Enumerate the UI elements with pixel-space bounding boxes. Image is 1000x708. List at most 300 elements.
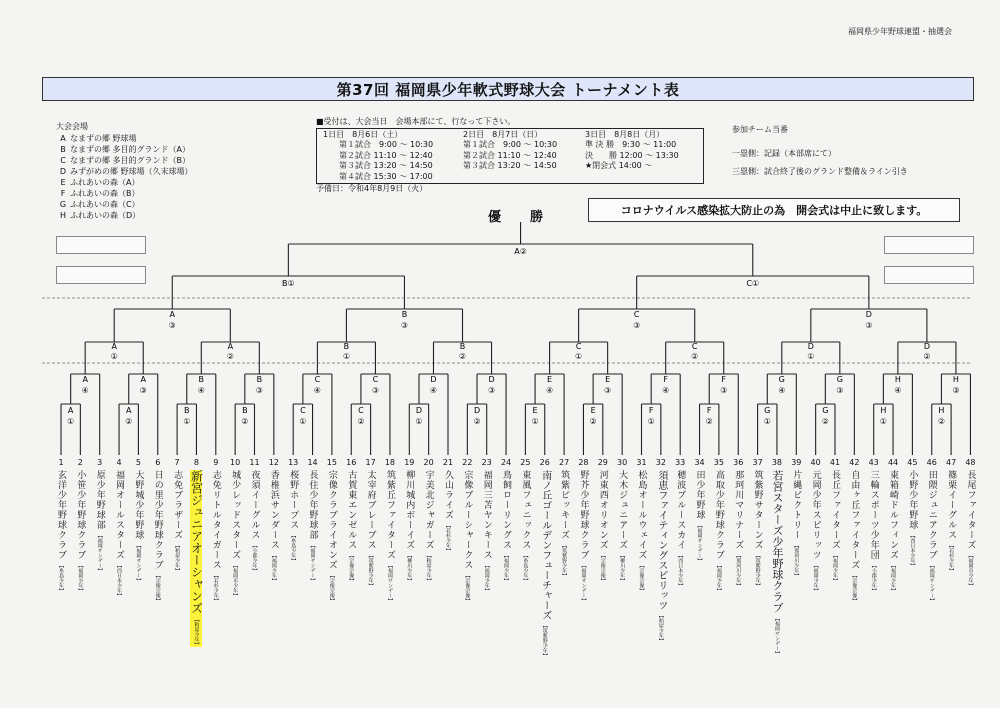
team-area: 【福岡サンデー】 — [580, 563, 587, 603]
venue-code: E — [60, 178, 66, 187]
venue-code: G — [59, 200, 67, 209]
team-name-text: 東風フェニックス — [520, 470, 531, 550]
team-name-text: 福岡三苫ヤンキース — [481, 470, 492, 560]
team-number: 28 — [578, 458, 589, 467]
team-number: 2 — [77, 458, 83, 467]
venue-name: なまずの郷 多目的グランド（A） — [70, 145, 191, 154]
match-number: ③ — [720, 386, 728, 395]
team-number: 12 — [268, 458, 279, 467]
team-area: 【福岡少年】 — [832, 553, 838, 583]
venue-name: ふれあいの森（C） — [70, 200, 140, 209]
match-number: ② — [241, 417, 249, 426]
team-name — [558, 470, 570, 578]
team-name-text: 若宮スターズ少年野球クラブ — [770, 470, 784, 613]
team-name — [945, 470, 957, 573]
schedule-day2: 2日目 8月7日（日） 第１試合 9:00 〜 10:30 第２試合 11:10 〜 12:40 第３試合 13:20 〜 14:50 — [463, 129, 558, 170]
notice-banner: コロナウイルス感染拡大防止の為 開会式は中止に致します。 — [588, 198, 960, 222]
match-venue: G — [822, 406, 829, 415]
match-number: ③ — [487, 386, 496, 395]
match-venue: G — [764, 406, 771, 415]
match-number: ② — [125, 417, 133, 426]
team-name-text: 東箱崎ドルフィンズ — [888, 470, 899, 560]
match-venue: D — [807, 342, 814, 351]
team-number: 21 — [442, 458, 454, 467]
match-label: C① — [746, 279, 760, 288]
team-area: 【福岡サンデー】 — [928, 563, 935, 603]
match-venue: D — [923, 342, 930, 351]
match-number: ② — [923, 352, 931, 361]
team-area: 【糸島少年】 — [58, 563, 64, 593]
team-area: 【福岡少年】 — [715, 563, 722, 593]
team-name — [403, 470, 415, 583]
team-name — [500, 470, 512, 583]
team-area: 【筑紫野少年】 — [754, 553, 761, 588]
match-venue: F — [648, 406, 654, 415]
match-venue: A — [67, 406, 74, 415]
team-number: 8 — [193, 458, 199, 467]
team-area: 【宗像宗像】 — [328, 573, 335, 603]
team-name-text: 原少年野球部 — [94, 470, 105, 530]
team-area: 【宗像宗像】 — [638, 563, 645, 593]
match-number: ② — [357, 417, 365, 426]
team-number: 47 — [946, 458, 957, 467]
team-name-text: 河東西オリオンズ — [597, 470, 608, 550]
team-name — [229, 470, 241, 598]
match-venue: A — [82, 375, 88, 384]
team-name — [519, 470, 531, 583]
match-number: ④ — [429, 386, 438, 395]
team-area: 【小郡少年】 — [870, 563, 877, 593]
match-venue: A — [125, 406, 132, 415]
match-venue: H — [894, 375, 901, 384]
team-number: 41 — [829, 458, 841, 467]
team-number: 32 — [655, 458, 666, 467]
team-name — [713, 470, 725, 593]
match-venue: B — [401, 310, 408, 319]
team-area: 【糸島少年】 — [522, 553, 529, 583]
match-venue: D — [865, 310, 872, 319]
team-name — [481, 470, 493, 593]
match-number: ④ — [662, 386, 670, 395]
match-number: ① — [763, 417, 771, 426]
team-area: 【若杉少年】 — [212, 573, 219, 603]
team-number: 5 — [135, 458, 141, 467]
team-number: 17 — [365, 458, 376, 467]
match-venue: G — [836, 375, 843, 384]
team-area: 【福岡市少年】 — [232, 563, 239, 598]
match-number: ① — [299, 417, 307, 426]
team-name — [55, 470, 67, 593]
match-number: ③ — [952, 386, 960, 395]
team-number: 4 — [116, 458, 122, 467]
match-number: ④ — [313, 386, 321, 395]
team-name — [384, 470, 396, 603]
team-number: 39 — [791, 458, 802, 467]
team-area: 【那珂川少年】 — [793, 543, 800, 578]
match-number: ③ — [836, 386, 844, 395]
match-venue: A — [227, 342, 234, 351]
team-name-text: 太宰府ブレーブス — [365, 470, 376, 550]
team-number: 36 — [733, 458, 744, 467]
match-label: B① — [282, 279, 295, 288]
match-number: ② — [691, 352, 699, 361]
team-name-text: 田少年野球 — [694, 470, 705, 520]
team-number: 44 — [887, 458, 899, 467]
match-number: ③ — [255, 386, 263, 395]
team-number: 31 — [636, 458, 647, 467]
venue-code: F — [60, 189, 66, 198]
team-number: 13 — [288, 458, 299, 467]
venue-code: A — [60, 134, 66, 143]
match-venue: C — [633, 310, 640, 319]
team-name-text: 長住少年野球部 — [307, 470, 318, 540]
team-number: 30 — [617, 458, 628, 467]
team-name-text: 田隈ジュニアクラブ — [926, 470, 937, 560]
match-number: ④ — [778, 386, 786, 395]
team-name-text: 野芥少年野球クラブ — [578, 470, 589, 560]
page-title: 第37回 福岡県少年軟式野球大会 トーナメント表 — [42, 77, 974, 101]
team-name-text: 古賀東エンゼルス — [346, 470, 357, 550]
match-venue: B — [343, 342, 350, 351]
team-name-text: 福岡オールスターズ — [114, 470, 125, 560]
match-number: ④ — [81, 386, 89, 395]
team-number: 26 — [539, 458, 550, 467]
match-number: ② — [821, 417, 829, 426]
team-number: 7 — [174, 458, 180, 467]
team-name — [655, 470, 667, 643]
team-name — [152, 470, 164, 603]
team-name-text: 小野少年野球 — [907, 470, 918, 530]
team-area: 【宗像宗像】 — [851, 573, 858, 603]
team-number: 33 — [675, 458, 686, 467]
team-name — [190, 470, 202, 647]
match-number: ③ — [371, 386, 380, 395]
match-venue: H — [952, 375, 959, 384]
team-area: 【粕屋少年】 — [425, 553, 432, 583]
match-venue: A — [169, 310, 176, 319]
team-area: 【西日本少年】 — [116, 563, 123, 598]
team-name — [210, 470, 222, 603]
team-name-text: 志免リトルタイガース — [210, 470, 221, 570]
team-name — [249, 470, 261, 573]
team-name — [132, 470, 144, 583]
team-name-text: 大木ジュニアーズ — [617, 470, 628, 550]
venue-name: なまずの郷 野球場 — [70, 134, 137, 143]
team-name-text: 桜野ホープス — [288, 470, 299, 530]
match-number: ① — [67, 417, 75, 426]
match-number: ① — [647, 417, 655, 426]
team-area: 【那珂川少年】 — [735, 553, 742, 588]
team-area: 【宗像宗像】 — [464, 573, 471, 603]
team-name — [829, 470, 841, 583]
team-name-text: 南ノ丘ゴールデンフューチャーズ — [539, 470, 551, 620]
team-area: 【福岡少年】 — [503, 553, 510, 583]
match-venue: F — [721, 375, 727, 384]
match-number: ② — [473, 417, 481, 426]
team-name — [771, 470, 783, 656]
team-number: 22 — [462, 458, 473, 467]
team-name-text: 香椎浜サンダース — [268, 470, 279, 550]
team-area: 【西日本少年】 — [677, 553, 684, 588]
match-number: ① — [531, 417, 539, 426]
team-number: 14 — [307, 458, 318, 467]
venue-name: ふれあいの森（A） — [70, 178, 140, 187]
schedule-day3: 3日目 8月8日（月） 準 決 勝 9:30 〜 11:00 決 勝 12:00 〜 13:30 ★閉会式 14:00 〜 — [585, 129, 679, 170]
match-number: ① — [342, 352, 350, 361]
match-venue: H — [880, 406, 887, 415]
team-name — [423, 470, 435, 583]
match-venue: C — [314, 375, 321, 384]
team-name-text: 片縄ビクトリー — [791, 470, 802, 540]
team-name — [287, 470, 299, 563]
team-name-text: 元岡少年スピリッツ — [810, 470, 821, 560]
team-name-text: 穂波ブルースカイ — [675, 470, 686, 550]
team-number: 27 — [559, 458, 570, 467]
team-area: 【福岡サンデー】 — [773, 616, 780, 656]
team-area: 【小郡少年】 — [251, 543, 258, 573]
team-name-text: 筑紫野サターンズ — [752, 470, 763, 550]
team-number: 48 — [965, 458, 976, 467]
team-number: 15 — [326, 458, 337, 467]
team-number: 24 — [500, 458, 512, 467]
match-number: ② — [458, 352, 467, 361]
team-area: 【粕屋少年】 — [174, 543, 181, 573]
team-name — [326, 470, 338, 603]
team-name — [171, 470, 183, 573]
match-venue: B — [242, 406, 248, 415]
team-number: 35 — [713, 458, 724, 467]
match-number: ① — [575, 352, 583, 361]
team-area: 【福岡少年】 — [77, 563, 84, 593]
match-venue: E — [532, 406, 538, 415]
venue-heading: 大会会場 — [56, 122, 88, 131]
team-number: 46 — [926, 458, 937, 467]
team-name-text: 宇美北ジャガーズ — [423, 470, 434, 550]
duty-first-base: 一塁側：記録（本部席にて） — [732, 149, 836, 158]
team-number: 29 — [597, 458, 608, 467]
team-name — [810, 470, 822, 593]
match-number: ② — [589, 417, 597, 426]
team-name — [577, 470, 589, 603]
match-venue: E — [605, 375, 611, 384]
duty-heading: 参加チーム当番 — [732, 125, 788, 134]
team-area: 【宗像宗像】 — [154, 573, 161, 603]
team-area: 【筑紫野少年】 — [541, 623, 548, 658]
match-venue: B — [184, 406, 190, 415]
match-number: ② — [226, 352, 234, 361]
team-number: 23 — [481, 458, 492, 467]
team-name — [616, 470, 628, 583]
team-number: 43 — [868, 458, 879, 467]
team-number: 40 — [810, 458, 821, 467]
team-area: 【福岡サンデー】 — [309, 543, 316, 583]
match-number: ④ — [894, 386, 902, 395]
team-number: 9 — [213, 458, 219, 467]
match-venue: C — [358, 406, 364, 415]
venue-name: ふれあいの森（B） — [70, 189, 140, 198]
team-area: 【福岡少年】 — [270, 553, 277, 583]
match-venue: B — [198, 375, 205, 384]
schedule-reserve: 予備日：令和4年8月9日（火） — [316, 184, 428, 193]
final-match-label: A② — [514, 247, 527, 256]
team-name-text: 日の里少年野球クラブ — [152, 470, 163, 570]
team-area: 【宗像宗像】 — [348, 553, 355, 583]
match-venue: C — [575, 342, 582, 351]
match-venue: E — [547, 375, 553, 384]
team-area: 【西日本少年】 — [909, 533, 916, 568]
team-area: 【福岡少年】 — [890, 563, 897, 593]
match-number: ① — [183, 417, 191, 426]
match-venue: B — [459, 342, 466, 351]
team-name — [268, 470, 280, 583]
team-number: 42 — [849, 458, 860, 467]
match-venue: D — [473, 406, 481, 415]
match-venue: C — [372, 375, 379, 384]
match-number: ③ — [633, 321, 641, 330]
team-area: 【福岡サンデー】 — [135, 543, 142, 583]
match-number: ① — [879, 417, 887, 426]
team-area: 【筑紫野少年】 — [367, 553, 374, 588]
team-name — [461, 470, 473, 603]
team-name-text: 柳川城内ボーイズ — [404, 470, 415, 550]
match-venue: D — [415, 406, 423, 415]
match-venue: F — [706, 406, 712, 415]
organization-label: 福岡県少年野球連盟・抽選会 — [848, 27, 952, 36]
team-area: 【柳川少年】 — [406, 553, 413, 583]
match-number: ④ — [546, 386, 554, 395]
team-area: 【柳川少年】 — [619, 553, 626, 583]
match-venue: D — [488, 375, 495, 384]
team-area: 【粕屋少年】 — [657, 613, 664, 643]
team-name-text: 自由ヶ丘ファイターズ — [849, 470, 860, 570]
team-number: 18 — [384, 458, 396, 467]
venue-code: C — [60, 156, 66, 165]
venue-name: ふれあいの森（D） — [70, 211, 141, 220]
match-number: ② — [705, 417, 713, 426]
team-number: 16 — [346, 458, 357, 467]
team-area: 【粕屋少年】 — [193, 617, 200, 647]
team-name-text: 那珂川マリナーズ — [733, 470, 744, 550]
team-name — [539, 470, 551, 658]
team-area: 【福岡少年】 — [483, 563, 490, 593]
team-name — [694, 470, 706, 563]
team-name — [674, 470, 686, 588]
match-venue: D — [430, 375, 437, 384]
team-area: 【若杉少年】 — [948, 543, 955, 573]
champion-label: 優 勝 — [488, 210, 552, 225]
match-number: ② — [937, 417, 946, 426]
team-name — [365, 470, 377, 588]
match-number: ① — [807, 352, 815, 361]
team-name-text: 志免ブラザーズ — [172, 470, 183, 540]
match-venue: G — [778, 375, 785, 384]
team-name-text: 宗像クラブライオンズ — [326, 470, 337, 570]
team-name-text: 筑紫丘ファイターズ — [384, 470, 395, 560]
match-number: ④ — [197, 386, 205, 395]
team-name — [345, 470, 357, 583]
team-name — [307, 470, 319, 583]
match-venue: F — [663, 375, 668, 384]
team-number: 38 — [771, 458, 783, 467]
team-name — [113, 470, 125, 598]
venue-name: なまずの郷 多目的グランド（B） — [70, 156, 191, 165]
team-name-text: 高取少年野球クラブ — [713, 470, 724, 560]
team-name — [926, 470, 938, 603]
team-number: 20 — [423, 458, 434, 467]
team-number: 19 — [404, 458, 415, 467]
team-name-text: 小笹少年野球クラブ — [75, 470, 86, 560]
team-name-text: 玄洋少年野球クラブ — [56, 470, 66, 560]
team-number: 11 — [249, 458, 260, 467]
match-venue: C — [691, 342, 698, 351]
venue-code: D — [59, 167, 67, 176]
team-name-text: 夜須イーグルス — [249, 470, 260, 540]
match-number: ③ — [139, 386, 147, 395]
team-number: 34 — [694, 458, 705, 467]
venue-code: H — [59, 211, 66, 220]
team-area: 【糸島少年】 — [290, 533, 297, 563]
team-name — [868, 470, 880, 593]
team-number: 25 — [520, 458, 531, 467]
venue-code: B — [60, 145, 66, 154]
match-venue: E — [590, 406, 596, 415]
schedule-day1: 1日目 8月6日（土） 第１試合 9:00 〜 10:30 第２試合 11:10 〜 12:40 第３試合 13:20 〜 14:50 第４試合 15:30 〜 17:00 — [323, 129, 434, 181]
match-venue: C — [300, 406, 306, 415]
match-number: ① — [415, 417, 423, 426]
match-number: ③ — [400, 321, 409, 330]
team-name-text: 筑紫ピッキーズ — [559, 470, 570, 540]
team-area: 【福岡サンデー】 — [386, 563, 393, 603]
team-name — [597, 470, 609, 583]
venue-name: みずがめの郷 野球場（久末球場） — [70, 167, 193, 176]
duty-third-base: 三塁側：試合終了後のグランド整備＆ライン引き — [732, 167, 908, 176]
match-venue: A — [111, 342, 117, 351]
match-number: ① — [110, 352, 118, 361]
match-venue: H — [938, 406, 945, 415]
team-name — [887, 470, 899, 593]
team-name — [790, 470, 802, 578]
team-number: 10 — [230, 458, 241, 467]
match-venue: B — [256, 375, 263, 384]
match-venue: A — [140, 375, 146, 384]
team-name-text: 新宮ジュニアオーシャンズ — [189, 470, 204, 614]
team-number: 1 — [58, 458, 64, 467]
team-number: 37 — [752, 458, 763, 467]
team-area: 【福岡市少年】 — [967, 553, 974, 588]
team-name-text: 久山ライズ — [443, 470, 453, 520]
team-area: 【筑紫野少年】 — [561, 543, 568, 578]
team-name-text: 三輪スポーツ少年団 — [868, 470, 879, 560]
match-number: ③ — [604, 386, 612, 395]
team-area: 【若杉少年】 — [445, 523, 451, 553]
team-name-text: 長尾ファイターズ — [965, 470, 976, 550]
team-name — [964, 470, 976, 588]
team-name — [906, 470, 918, 568]
team-name-text: 須恵ファイティングスピリッツ — [655, 470, 667, 610]
team-name — [848, 470, 860, 603]
team-name-text: 宗像ブルーシャークス — [462, 470, 473, 570]
team-name — [74, 470, 86, 593]
team-name-text: 城少レッドスターズ — [230, 470, 241, 560]
team-name — [94, 470, 106, 573]
team-number: 45 — [907, 458, 918, 467]
team-name — [732, 470, 744, 588]
team-name — [752, 470, 764, 588]
team-name-text: 大野城少年野球 — [133, 470, 144, 540]
team-name-text: 松島オールウェイズ — [636, 470, 647, 560]
team-name-text: 篠栗イーグルス — [946, 470, 957, 540]
schedule-note: ■受付は、大会当日 会場本部にて、行なって下さい。 — [316, 117, 516, 126]
